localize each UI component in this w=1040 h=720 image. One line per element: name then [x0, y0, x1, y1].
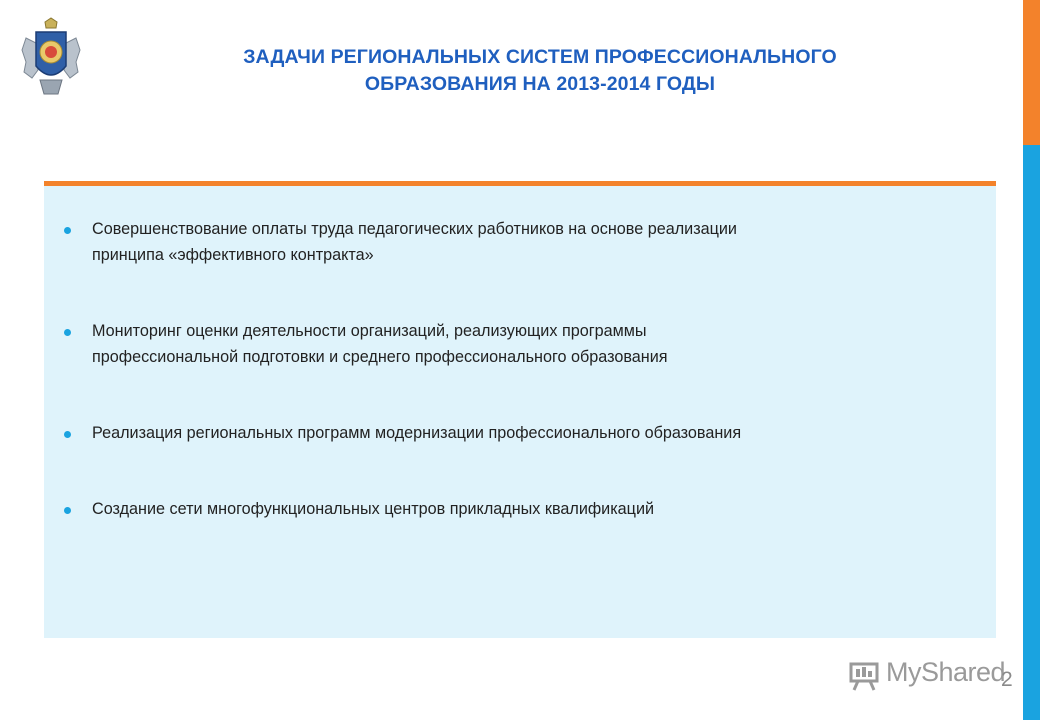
bullet-text-line-2: профессиональной подготовки и среднего профессионального образования	[92, 348, 668, 366]
watermark-text: MyShared	[886, 657, 1006, 687]
bullet-text	[92, 420, 962, 446]
bullet-text	[92, 216, 962, 268]
bullet-icon	[64, 227, 71, 234]
bullet-icon	[64, 507, 71, 514]
slide-title-line-2: ОБРАЗОВАНИЯ НА 2013-2014 ГОДЫ	[364, 73, 716, 95]
bullet-text-line-1: Совершенствование оплаты труда педагогических работников на основе реализации	[92, 220, 737, 238]
bullet-text-line-2: принципа «эффективного контракта»	[92, 246, 374, 264]
bullet-text	[92, 496, 962, 522]
side-accent-bar-orange	[1023, 0, 1040, 145]
bullet-text-line-1: Реализация региональных программ модернизации профессионального образования	[92, 424, 742, 442]
coat-of-arms-emblem	[18, 16, 84, 100]
page-number: 2	[1001, 668, 1013, 691]
slide-title-line-1: ЗАДАЧИ РЕГИОНАЛЬНЫХ СИСТЕМ ПРОФЕССИОНАЛЬНОГО	[243, 46, 837, 68]
bullet-icon	[64, 329, 71, 336]
side-accent-bar-blue	[1023, 145, 1040, 720]
bullet-icon	[64, 431, 71, 438]
content-panel	[44, 181, 996, 638]
slide-title	[100, 44, 980, 98]
bullet-text-line-1: Мониторинг оценки деятельности организаций, реализующих программы	[92, 322, 647, 340]
bullet-text	[92, 318, 962, 370]
myshared-watermark	[848, 655, 1018, 695]
bullet-text-line-1: Создание сети многофункциональных центров прикладных квалификаций	[92, 500, 655, 518]
presentation-board-icon	[848, 661, 880, 691]
